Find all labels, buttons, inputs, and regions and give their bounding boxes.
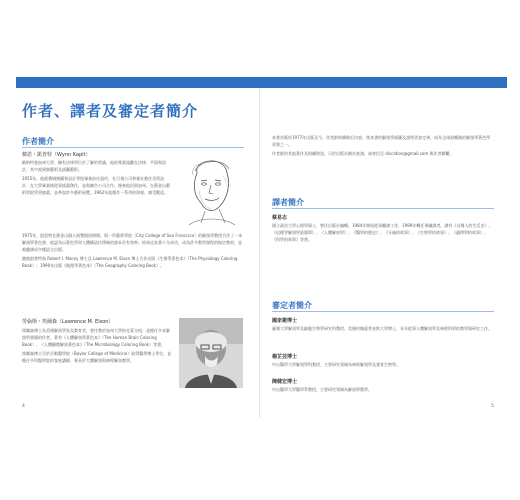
author1-bio-cont [22,232,244,271]
author2-portrait [179,318,243,388]
translator-name: 蔡易志 [272,215,288,221]
author1-bio [22,159,172,198]
author1-para: 隨後凱普特與 Robert I. Macey 博士及 Lawrence M. Elson 博士合作出版《生理學著色本》（The Physiology Coloring Book）；1990年出版《地理學著色本》（The Geography Coloring Book）。 [22,256,238,269]
author1-para: 1955年，他從費城繪圖和設計學院畢業前往紐約，在百貨公司和報社擔任美術設計，在大學畢業後從事插畫創作，並與廣告公司合作。後來他回到加州，在舊金山藝術學院學習繪畫，並參加許多藝術展覽。1962年他創作一系列的海報，廣受歡迎。 [22,175,170,196]
notes-para: 作者群的其他著作及相關資訊，可於出版社網站查詢，或寄信至 discation@gmail.com 與作者聯繫。 [272,150,454,156]
reviewer-para: 臺灣大學解剖學及細胞生物學研究所教授，美國約翰霍普金斯大學博士，長年從事人體解剖學及神經科學的教學與研究工作。 [272,326,492,331]
author-section-title: 作者簡介 [22,137,54,146]
author2-para: 埃爾森博士另於貝勒醫學院（Baylor College of Medicine）取得醫學博士學位，並擔任多所醫學院的客座講師，專長於大體解剖與神經解剖教學。 [22,351,172,364]
page-number: 5 [491,404,494,409]
reviewer3-title: 陳健宏博士 [272,379,298,385]
author1-para: 歐納特曼加州大學，擁有法律學位於了解的智識，他的專業規劃在法律、平面和設計、其中說到開藝術及插圖藝術。 [22,160,166,173]
page-gutter [259,88,260,418]
author2-name: 勞倫斯・埃爾森（Lawrence M. Elson） [22,319,114,325]
left-page [22,0,244,500]
author-notes [272,134,494,159]
reviewer-section-title: 審定者簡介 [272,301,312,310]
author2-para: 埃爾森博士為美國解剖學家及教育者，曾任教於加州大學柏克萊分校，並擔任多本解剖學書籍的作者。著有《人體解剖學著色本》（The Human Brain Coloring Book）、《人體顯微解剖著色本》（The Microbiology Coloring Book）等書。 [22,328,170,348]
translator-section-title: 譯者簡介 [272,198,304,207]
section-divider [272,208,494,209]
reviewer1-bio [272,325,494,334]
reviewer2-title: 楊芷芸博士 [272,354,298,360]
reviewer2-bio [272,361,494,370]
notes-para: 本書首版於1977年出版至今，作者群持續修訂內容，使本書的解剖學插圖及說明更加完善，成為全球最暢銷的解剖學著色學習書之一。 [272,135,491,148]
page-number: 4 [22,404,25,409]
section-divider [22,147,244,148]
section-divider [272,311,494,312]
translator-bio [272,222,494,245]
reviewer3-bio [272,386,494,395]
page-title: 作者、譯者及審定者簡介 [22,102,199,120]
reviewer-para: 中山醫學大學醫學系教授，主要研究領域為解剖學教學。 [272,387,372,392]
reviewer1-title: 國家衛博士 [272,318,298,324]
translator-para: 國立政治大學心理學碩士，曾任出版社編輯，1984年開始從事翻譯工作，1999年轉任專職譯者。譯有《台灣人的生活史》、《這樣學解剖學最簡單》、《人體解剖學》、《醫學的歷史》、《牙齒的故事》、《生物學的故事》、《遺傳學的故事》、《科學的故事》等書。 [272,223,493,243]
right-page [272,0,494,500]
author1-name: 韓恩・凱普特（Wynn Kapit） [22,152,91,158]
author2-bio [22,327,172,366]
author1-portrait [179,151,243,229]
reviewer-para: 中山醫學大學解剖學科教授，主要研究領域為神經解剖學及發育生物學。 [272,362,400,367]
author1-para: 1975年，凱恩特在舊金山個人展覽開展期間，與一所藝術學院（City College of San Francisco）的解剖學教授合作了一本解剖學著色書，他認為以著色學習人體構造比傳統的課本更有效率。結果這本書十分成功，成為許多教學課程的指定教材，並被翻譯成多種語言出版。 [22,233,243,253]
